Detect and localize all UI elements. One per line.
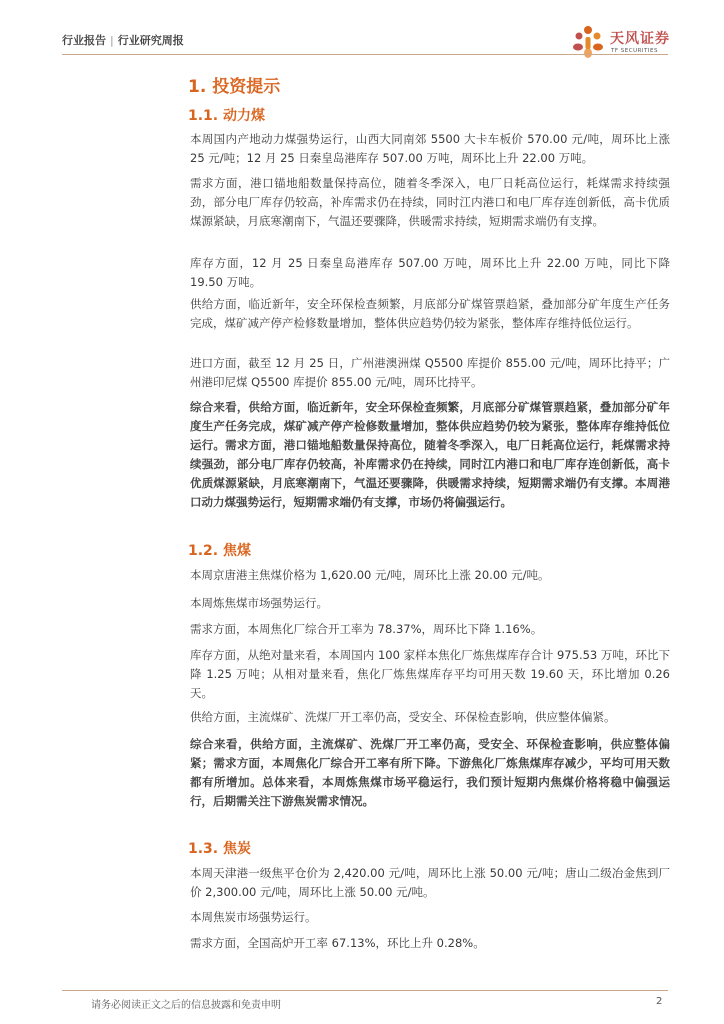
- subsection-title-coking-coal: 1.2. 焦煤: [188, 543, 251, 559]
- report-type: 行业研究周报: [117, 34, 184, 47]
- thermal-coal-inventory: 库存方面，12 月 25 日秦皇岛港库存 507.00 万吨，周环比上升 22.00 万吨，同比下降 19.50 万吨。: [190, 256, 670, 289]
- coking-coal-supply: 供给方面，主流煤矿、洗煤厂开工率仍高，受安全、环保检查影响，供应整体偏紧。: [190, 710, 616, 724]
- subsection-title-thermal-coal: 1.1. 动力煤: [188, 108, 265, 124]
- thermal-coal-demand: 需求方面，港口锚地船数量保持高位，随着冬季深入，电厂日耗高位运行，耗煤需求持续强劲，部分电厂库存仍较高，补库需求仍在持续，同时江内港口和电厂库存连创新低，高卡优质煤源紧缺，月底寒潮南下，气温还要骤降，供暖需求持续，短期需求端仍有支撑。: [190, 176, 670, 228]
- thermal-coal-import: 进口方面，截至 12 月 25 日，广州港澳洲煤 Q5500 库提价 855.00 元/吨，周环比持平；广州港印尼煤 Q5500 库提价 855.00 元/吨，周环比持平。: [190, 356, 670, 389]
- coke-demand: 需求方面，全国高炉开工率 67.13%，环比上升 0.28%。: [190, 936, 485, 950]
- logo-chinese-name: 天风证券: [610, 31, 670, 47]
- page-number: 2: [656, 996, 663, 1007]
- coke-price: 本周天津港一级焦平仓价为 2,420.00 元/吨，周环比上涨 50.00 元/吨；唐山二级冶金焦到厂价 2,300.00 元/吨，周环比上涨 50.00 元/吨。: [190, 866, 670, 899]
- thermal-coal-supply: 供给方面，临近新年，安全环保检查频繁，月底部分矿煤管票趋紧，叠加部分矿年度生产任务完成，煤矿减产停产检修数量增加，整体供应趋势仍较为紧张，整体库存维持低位运行。: [190, 297, 670, 330]
- coking-coal-demand: 需求方面，本周焦化厂综合开工率为 78.37%，周环比下降 1.16%。: [190, 622, 543, 636]
- coking-coal-market: 本周炼焦煤市场强势运行。: [190, 596, 328, 610]
- logo-petal-icon: [568, 22, 608, 62]
- report-header: [62, 32, 184, 48]
- footer-divider: [62, 990, 668, 991]
- report-category: 行业报告: [62, 34, 106, 47]
- section-title-investment: 1. 投资提示: [188, 77, 281, 97]
- footer-disclaimer: 请务必阅读正文之后的信息披露和免责申明: [91, 1000, 281, 1011]
- coking-coal-conclusion: 综合来看，供给方面，主流煤矿、洗煤厂开工率仍高，受安全、环保检查影响，供应整体偏紧；需求方面，本周焦化厂综合开工率有所下降。下游焦化厂炼焦煤库存减少，平均可用天数都有所增加。总体来看，本周炼焦煤市场平稳运行，我们预计短期内焦煤价格将稳中偏强运行，后期需关注下游焦炭需求情况。: [190, 737, 670, 808]
- company-logo: [568, 22, 678, 62]
- coking-coal-price: 本周京唐港主焦煤价格为 1,620.00 元/吨，周环比上涨 20.00 元/吨。: [190, 568, 550, 582]
- subsection-title-coke: 1.3. 焦炭: [188, 841, 251, 857]
- coking-coal-inventory: 库存方面，从绝对量来看，本周国内 100 家样本焦化厂炼焦煤库存合计 975.53 万吨，环比下降 1.25 万吨；从相对量来看，焦化厂炼焦煤库存平均可用天数 19.60 天，环比增加 0.26 天。: [190, 648, 670, 700]
- header-divider: [62, 54, 668, 55]
- header-separator: |: [110, 34, 114, 47]
- thermal-coal-conclusion: 综合来看，供给方面，临近新年，安全环保检查频繁，月底部分矿煤管票趋紧，叠加部分矿年度生产任务完成，煤矿减产停产检修数量增加，整体供应趋势仍较为紧张，整体库存维持低位运行。需求方面，港口锚地船数量保持高位，随着冬季深入，电厂日耗高位运行，耗煤需求持续强劲，部分电厂库存仍较高，补库需求仍在持续，同时江内港口和电厂库存连创新低，高卡优质煤源紧缺，月底寒潮南下，气温还要骤降，供暖需求持续，短期需求端仍有支撑。本周港口动力煤强势运行，短期需求端仍有支撑，市场仍将偏强运行。: [190, 400, 670, 509]
- coke-market: 本周焦炭市场强势运行。: [190, 910, 317, 924]
- logo-english-name: TF SECURITIES: [611, 48, 658, 54]
- thermal-coal-summary: 本周国内产地动力煤强势运行，山西大同南郊 5500 大卡车板价 570.00 元/吨，周环比上涨 25 元/吨；12 月 25 日秦皇岛港库存 507.00 万吨，周环比上升 22.00 万吨。: [190, 132, 670, 165]
